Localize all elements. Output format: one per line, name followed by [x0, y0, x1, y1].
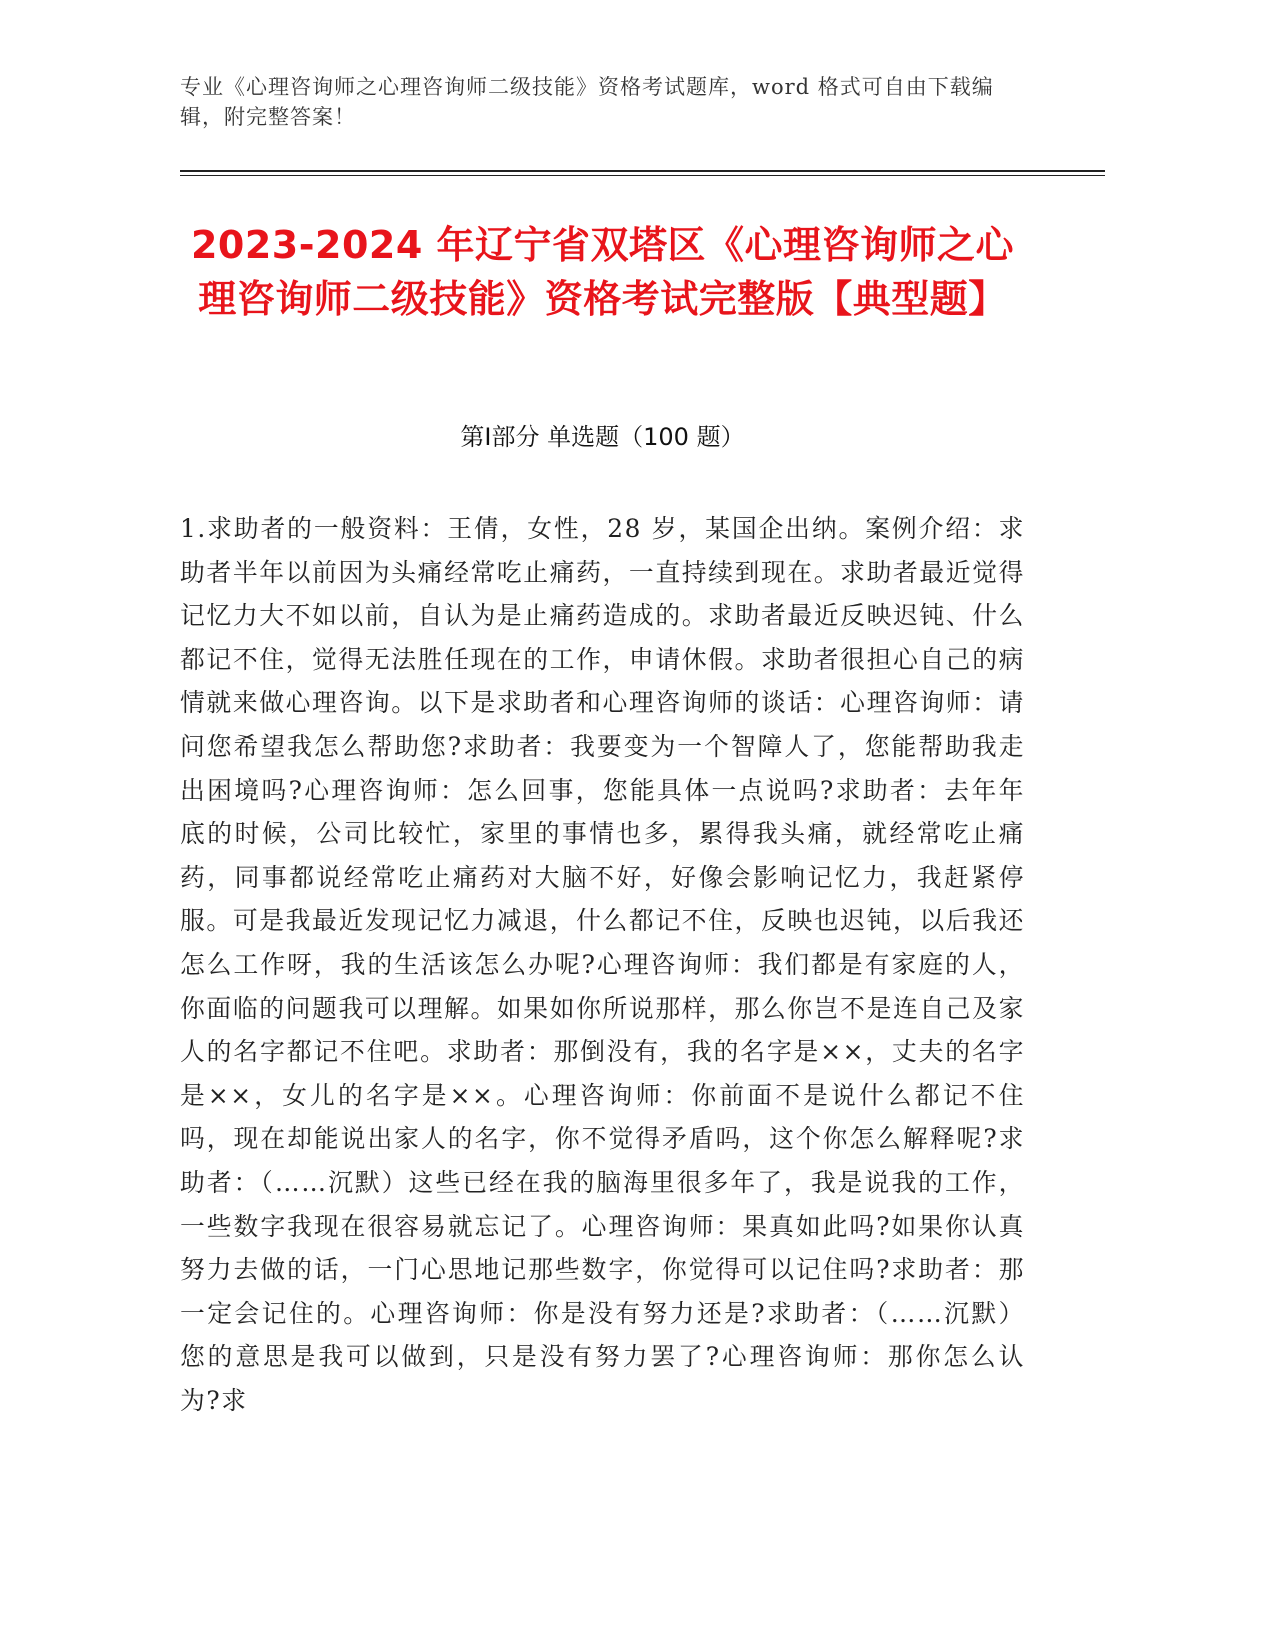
header-divider-thick [180, 170, 1105, 172]
question-1-text: 1.求助者的一般资料：王倩，女性，28 岁，某国企出纳。案例介绍：求助者半年以前因为头痛经常吃止痛药，一直持续到现在。求助者最近觉得记忆力大不如以前，自认为是止痛药造成的。求助者最近反映迟钝、什么都记不住，觉得无法胜任现在的工作，申请休假。求助者很担心自己的病情就来做心理咨询。以下是求助者和心理咨询师的谈话：心理咨询师：请问您希望我怎么帮助您?求助者：我要变为一个智障人了，您能帮助我走出困境吗?心理咨询师：怎么回事，您能具体一点说吗?求助者：去年年底的时候，公司比较忙，家里的事情也多，累得我头痛，就经常吃止痛药，同事都说经常吃止痛药对大脑不好，好像会影响记忆力，我赶紧停服。可是我最近发现记忆力减退，什么都记不住，反映也迟钝，以后我还怎么工作呀，我的生活该怎么办呢?心理咨询师：我们都是有家庭的人，你面临的问题我可以理解。如果如你所说那样，那么你岂不是连自己及家人的名字都记不住吧。求助者：那倒没有，我的名字是××，丈夫的名字是××，女儿的名字是××。心理咨询师：你前面不是说什么都记不住吗，现在却能说出家人的名字，你不觉得矛盾吗，这个你怎么解释呢?求助者：（……沉默）这些已经在我的脑海里很多年了，我是说我的工作，一些数字我现在很容易就忘记了。心理咨询师：果真如此吗?如果你认真努力去做的话，一门心思地记那些数字，你觉得可以记住吗?求助者：那一定会记住的。心理咨询师：你是没有努力还是?求助者：（……沉默）您的意思是我可以做到，只是没有努力罢了?心理咨询师：那你怎么认为?求 [180, 514, 1025, 1415]
section-heading: 第Ⅰ部分 单选题（100 题） [460, 423, 745, 451]
document-title: 2023-2024 年辽宁省双塔区《心理咨询师之心理咨询师二级技能》资格考试完整版【典型题】 [190, 223, 1015, 321]
header-divider-thin [180, 175, 1105, 176]
header-note: 专业《心理咨询师之心理咨询师二级技能》资格考试题库，word 格式可自由下载编辑，附完整答案！ [180, 75, 994, 129]
